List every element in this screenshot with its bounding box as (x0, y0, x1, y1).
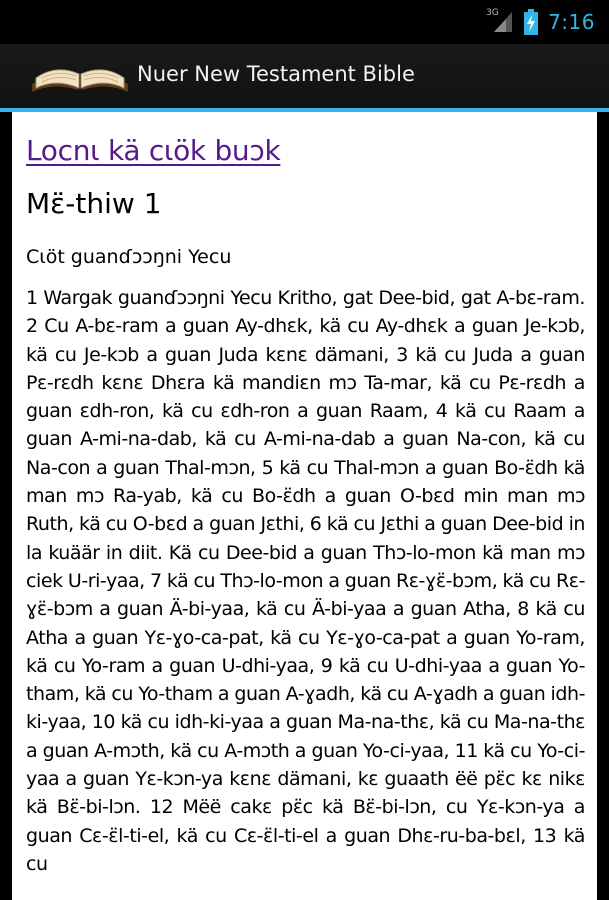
open-book-icon[interactable] (30, 58, 130, 94)
section-title: Cɩöt guanɗɔɔŋni Yecu (26, 246, 232, 268)
chapter-title: Mɛ̈-thiw 1 (26, 187, 162, 220)
app-title: Nuer New Testament Bible (137, 62, 415, 86)
content-panel[interactable] (12, 112, 597, 900)
network-indicator (486, 8, 514, 36)
content-body (12, 112, 597, 878)
signal-strength-icon (492, 10, 514, 34)
action-bar (0, 44, 609, 108)
network-type-label: 3G (486, 8, 499, 18)
verse-text: 1 Wargak guanɗɔɔŋni Yecu Kritho, gat Dee-bid, gat A-bɛ-ram. 2 Cu A-bɛ-ram a guan Ay-dhɛk, kä cu Ay-dhɛk a guan Je-kɔb, kä cu Je-kɔb a guan Juda kɛnɛ dämani, 3 kä cu Juda a guan Pɛ-rɛdh kɛnɛ Dhɛra kä mandiɛn mɔ Ta-mar, kä cu Pɛ-rɛdh a guan ɛdh-ron, kä cu ɛdh-ron a guan Raam, 4 kä cu Raam a guan A-mi-na-dab, kä cu A-mi-na-dab a guan Na-con, kä cu Na-con a guan Thal-mɔn, 5 kä cu Thal-mɔn a guan Bo-ɛ̈dh kä man mɔ Ra-yab, kä cu Bo-ɛ̈dh a guan O-bɛd min man mɔ Ruth, kä cu O-bɛd a guan Jɛthi, 6 kä cu Jɛthi a guan Dee-bid in la kuäär in diit. Kä cu Dee-bid a guan Thɔ-lo-mon kä man mɔ ciek U-ri-yaa, 7 kä cu Thɔ-lo-mon a guan Rɛ-ɣɛ̈-bɔm, kä cu Rɛ-ɣɛ̈-bɔm a guan Ä-bi-yaa, kä cu Ä-bi-yaa a guan Atha, 8 kä cu Atha a guan Yɛ-ɣo-ca-pat, kä cu Yɛ-ɣo-ca-pat a guan Yo-ram, kä cu Yo-ram a guan U-dhi-yaa, 9 kä cu U-dhi-yaa a guan Yo-tham, kä cu Yo-tham a guan A-ɣadh, kä cu A-ɣadh a guan idh-ki-yaa, 10 kä cu idh-ki-yaa a guan Ma-na-thɛ, kä cu Ma-na-thɛ a guan A-mɔth, kä cu A-mɔth a guan Yo-ci-yaa, 11 kä cu Yo-ci-yaa a guan Yɛ-kɔn-ya kɛnɛ dämani, kɛ guaath ëë pɛ̈c kɛ nikɛ kä Bɛ̈-bi-lɔn. 12 Mëë cakɛ pɛ̈c kä Bɛ̈-bi-lɔn, cu Yɛ-kɔn-ya a guan Cɛ-ɛ̈l-ti-el, kä cu Cɛ-ɛ̈l-ti-el a guan Dhɛ-ru-ba-bɛl, 13 kä cu (26, 287, 585, 875)
status-icons (486, 0, 595, 44)
status-clock: 7:16 (548, 10, 595, 34)
battery-charging-icon (524, 9, 538, 35)
book-list-link[interactable]: Locnɩ kä cɩök buɔk (26, 134, 281, 167)
status-bar (0, 0, 609, 44)
